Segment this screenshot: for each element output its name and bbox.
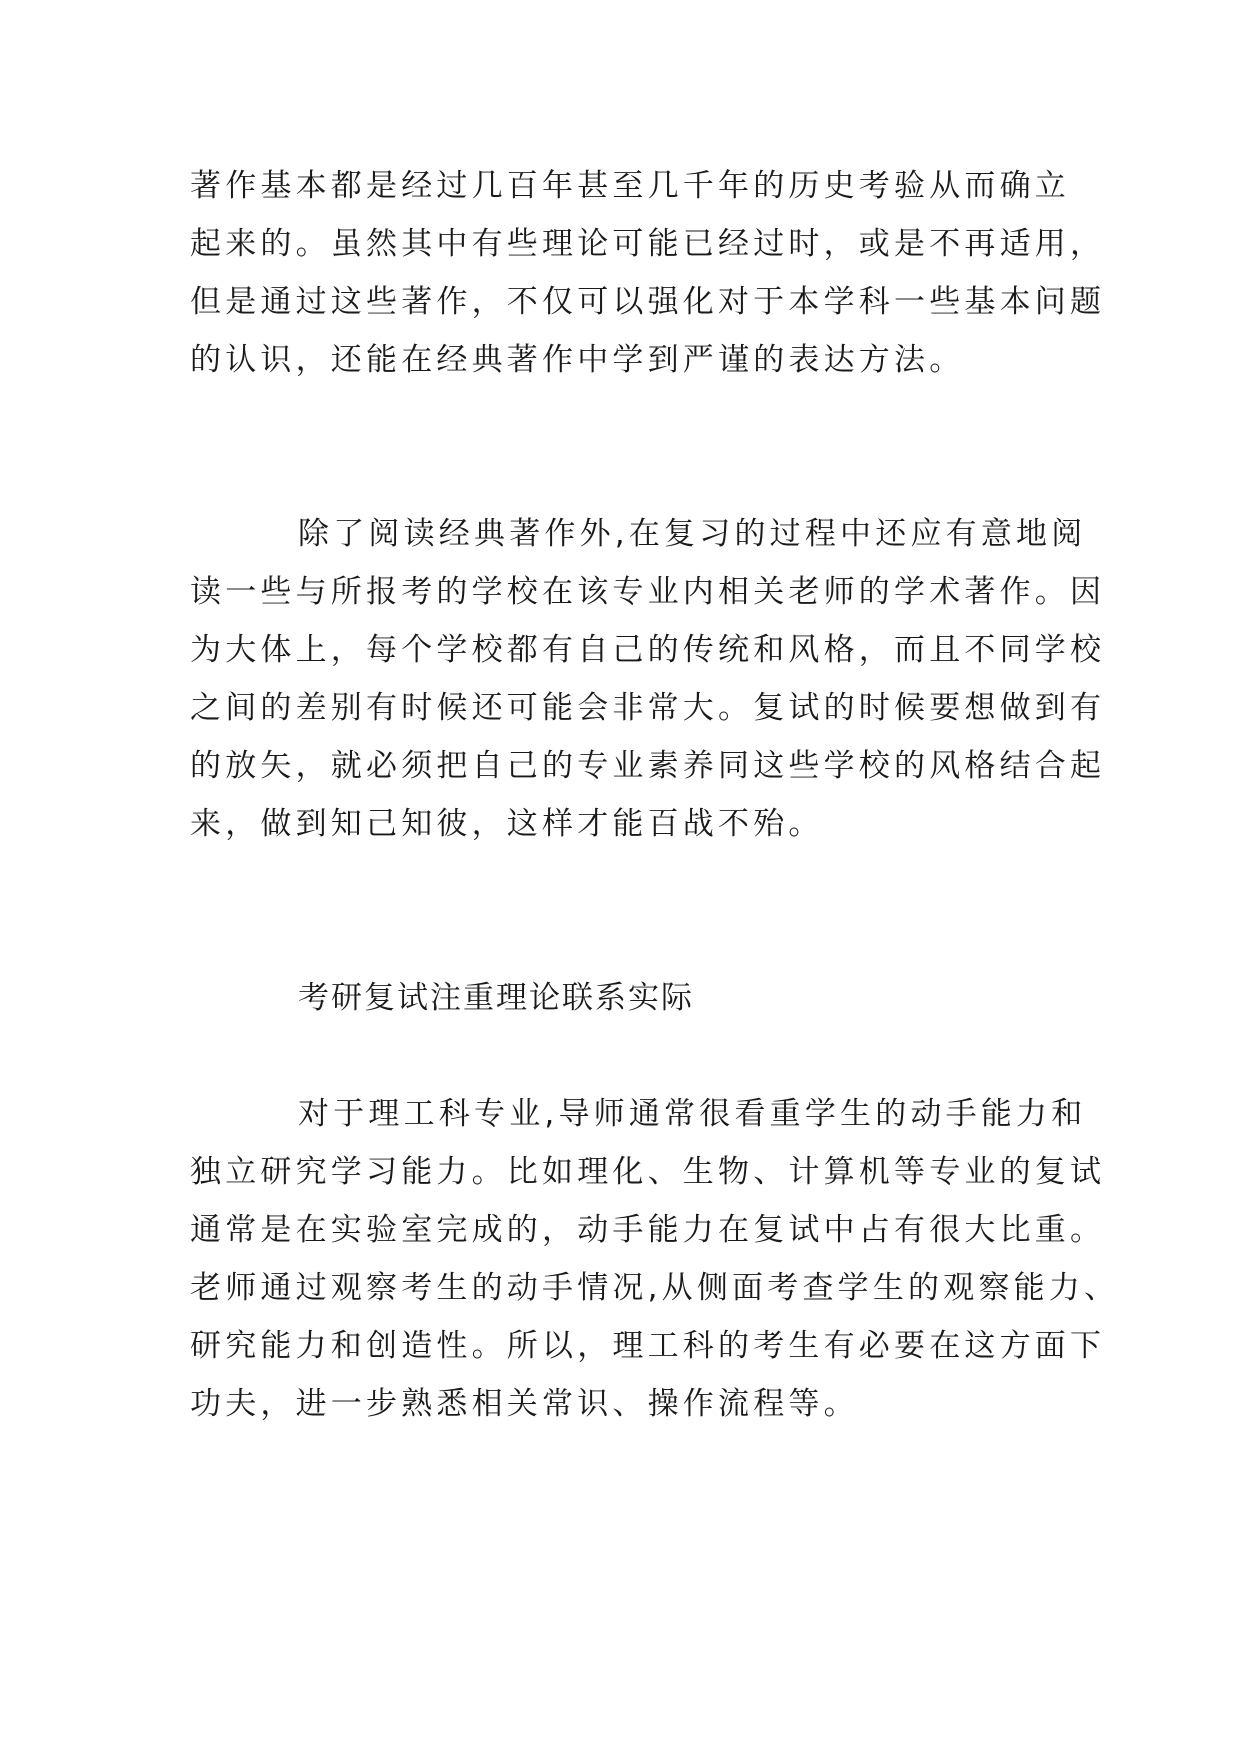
paragraph-2-line-5: 的放矢，就必须把自己的专业素养同这些学校的风格结合起 — [190, 748, 1106, 784]
paragraph-3-line-3: 通常是在实验室完成的，动手能力在复试中占有很大比重。 — [190, 1212, 1106, 1248]
section-heading: 考研复试注重理论联系实际 — [298, 980, 694, 1016]
paragraph-2-line-1: 除了阅读经典著作外,在复习的过程中还应有意地阅 — [298, 516, 1087, 552]
paragraph-1-line-4: 的认识，还能在经典著作中学到严谨的表达方法。 — [190, 342, 965, 378]
paragraph-3-line-6: 功夫，进一步熟悉相关常识、操作流程等。 — [190, 1386, 859, 1422]
paragraph-2-line-2: 读一些与所报考的学校在该专业内相关老师的学术著作。因 — [190, 574, 1106, 610]
paragraph-1-line-2: 起来的。虽然其中有些理论可能已经过时，或是不再适用， — [190, 226, 1106, 262]
paragraph-3-line-4: 老师通过观察考生的动手情况,从侧面考查学生的观察能力、 — [190, 1270, 1120, 1306]
paragraph-3-line-2: 独立研究学习能力。比如理化、生物、计算机等专业的复试 — [190, 1154, 1106, 1190]
paragraph-2-line-3: 为大体上，每个学校都有自己的传统和风格，而且不同学校 — [190, 632, 1106, 668]
paragraph-2-line-4: 之间的差别有时候还可能会非常大。复试的时候要想做到有 — [190, 690, 1106, 726]
paragraph-1-line-3: 但是通过这些著作，不仅可以强化对于本学科一些基本问题 — [190, 284, 1106, 320]
paragraph-2-line-6: 来，做到知己知彼，这样才能百战不殆。 — [190, 806, 824, 842]
paragraph-3-line-5: 研究能力和创造性。所以，理工科的考生有必要在这方面下 — [190, 1328, 1106, 1364]
paragraph-1-line-1: 著作基本都是经过几百年甚至几千年的历史考验从而确立 — [190, 168, 1070, 204]
paragraph-3-line-1: 对于理工科专业,导师通常很看重学生的动手能力和 — [298, 1096, 1087, 1132]
